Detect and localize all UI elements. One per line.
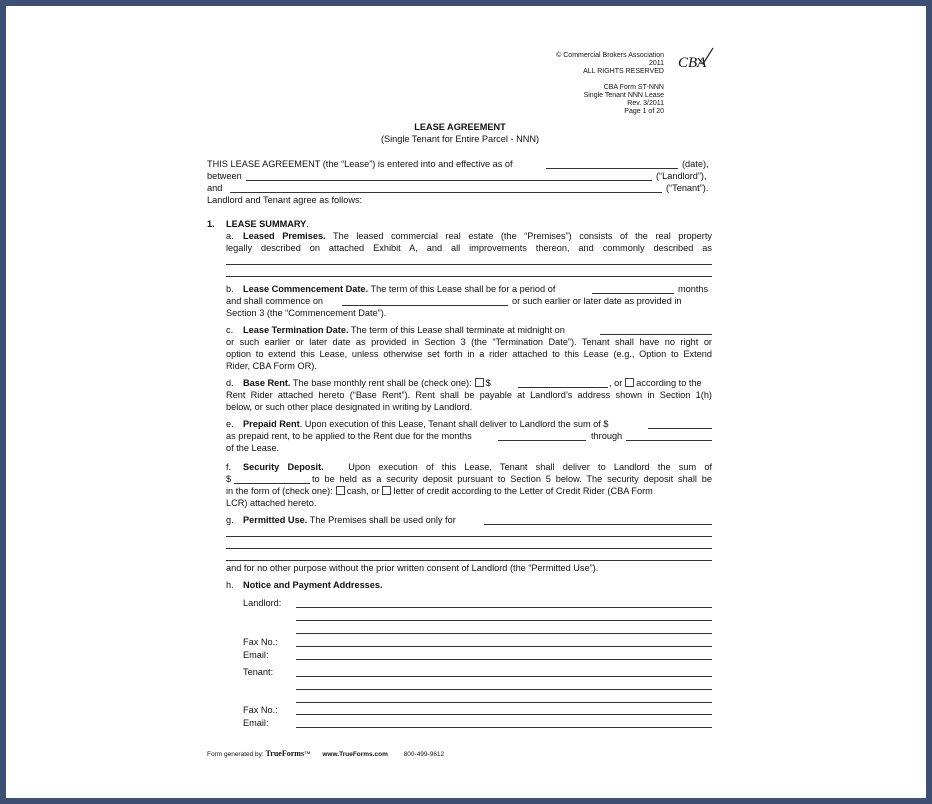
termination-date-field[interactable] [600,334,712,335]
form-name: Single Tenant NNN Lease [583,92,664,99]
page-number: Page 1 of 20 [624,108,664,115]
base-rent-amount-field[interactable] [518,387,608,388]
item-b-label: b. [226,284,234,294]
footer [207,750,444,759]
section-heading-period: . [306,219,309,229]
item-e-text-1: . Upon execution of this Lease, Tenant shall deliver to Landlord the sum of $ [299,419,609,429]
checkmark-logo-icon [696,46,714,66]
item-a-label: a. [226,231,234,241]
section-heading-text: LEASE SUMMARY [226,219,307,229]
item-b-line-1 [243,283,555,295]
footer-url[interactable]: www.TrueForms.com [322,751,388,758]
permitted-use-field-2[interactable] [226,536,712,537]
item-c-line-2: or such earlier or later date as provided in Section 3 (the “Termination Date”). Tenant shall have no right or [226,337,712,347]
landlord-address-field-2[interactable] [296,620,712,621]
intro-tenant-label: (“Tenant”). [666,183,709,193]
intro-between: between [207,171,242,181]
item-d-line-2: Rent Rider attached hereto (“Base Rent”). Rent shall be payable at Landlord’s address shown in Section 1(h) [226,390,712,400]
item-d-according: according to the [636,378,702,388]
permitted-use-field-3[interactable] [226,548,712,549]
landlord-address-label: Landlord: [243,598,282,608]
item-g-title: Permitted Use. [243,515,308,525]
tenant-address-label: Tenant: [243,667,274,677]
security-deposit-amount-field[interactable] [234,483,310,484]
item-f-loc: letter of credit according to the Letter of Credit Rider (CBA Form [393,486,653,496]
cash-checkbox[interactable] [336,486,345,495]
item-d-label: d. [226,378,234,388]
intro-landlord-label: (“Landlord”), [656,171,707,181]
tenant-name-field[interactable] [230,192,662,193]
item-a-line-2: legally described on attached Exhibit A, and all improvements thereon, and commonly described as [226,243,712,253]
item-g-line-1 [243,514,456,526]
section-heading [226,218,309,230]
item-c-line-4: Rider, CBA Form OR). [226,361,317,371]
item-h-label: h. [226,580,234,590]
document-title: LEASE AGREEMENT [414,122,506,132]
item-f-line-2: to be held as a security deposit pursuant to Section 5 below. The security deposit shall be [312,474,712,484]
item-g-text-1: The Premises shall be used only for [309,515,456,525]
item-g-label: g. [226,515,234,525]
item-e-label: e. [226,419,234,429]
item-e-line-1 [243,418,609,430]
item-f-cash: cash, or [346,486,380,496]
landlord-name-field[interactable] [246,180,652,181]
copyright-line: © Commercial Brokers Association [556,52,664,59]
landlord-address-field-1[interactable] [296,607,712,608]
landlord-fax-label: Fax No.: [243,637,278,647]
footer-generated: Form generated by: [207,751,264,758]
item-f-line-4: LCR) attached hereto. [226,498,317,508]
item-f-line-1 [243,461,712,473]
item-e-through: through [591,431,623,441]
item-d-or [609,377,702,389]
tenant-address-field-3[interactable] [296,702,712,703]
item-f-dollar: $ [226,474,232,484]
item-f-line-3 [226,485,653,497]
item-b-months: months [678,284,709,294]
item-a-line-1 [243,230,712,242]
footer-brand: TrueForms [265,749,305,758]
item-f-label: f. [226,462,232,472]
prepaid-from-month-field[interactable] [498,440,586,441]
rent-rider-checkbox[interactable] [625,378,634,387]
item-f-title: Security Deposit. [243,462,324,472]
item-h-title: Notice and Payment Addresses. [243,580,383,590]
permitted-use-field-4[interactable] [226,560,712,561]
intro-and: and [207,183,223,193]
permitted-use-field-1[interactable] [484,524,712,525]
item-b-title: Lease Commencement Date. [243,284,369,294]
item-e-line-3: of the Lease. [226,443,280,453]
tenant-email-field[interactable] [296,727,712,728]
tenant-address-field-1[interactable] [296,676,712,677]
item-c-label: c. [226,325,234,335]
tenant-fax-field[interactable] [296,714,712,715]
item-b-text-1: The term of this Lease shall be for a period of [370,284,556,294]
intro-agree: Landlord and Tenant agree as follows: [207,195,363,205]
letter-of-credit-checkbox[interactable] [382,486,391,495]
tenant-fax-label: Fax No.: [243,705,278,715]
document-subtitle: (Single Tenant for Entire Parcel - NNN) [380,134,540,144]
form-revision: Rev. 3/2011 [627,100,664,107]
prepaid-to-month-field[interactable] [626,440,712,441]
item-c-line-1 [243,324,565,336]
landlord-email-field[interactable] [296,659,712,660]
item-d-text-1: The base monthly rent shall be (check one): [292,378,472,388]
item-b-commence: and shall commence on [226,296,324,306]
tenant-email-label: Email: [243,718,269,728]
item-e-title: Prepaid Rent [243,419,300,429]
footer-tm: ™ [304,751,311,758]
item-d-or-text: , or [609,378,623,388]
landlord-email-label: Email: [243,650,269,660]
item-c-text-1: The term of this Lease shall terminate at midnight on [350,325,565,335]
item-c-line-3: option to extend this Lease, unless otherwise set forth in a rider attached to this Lease (e.g., Option to Extend [226,349,712,359]
landlord-address-field-3[interactable] [296,633,712,634]
item-g-line-5: and for no other purpose without the prior written consent of Landlord (the “Permitted Use”). [226,563,599,573]
tenant-address-field-2[interactable] [296,689,712,690]
prepaid-rent-amount-field[interactable] [648,428,712,429]
item-d-line-3: below, or such other place designated in writing by Landlord. [226,402,473,412]
item-c-title: Lease Termination Date. [243,325,349,335]
item-a-text-1: The leased commercial real estate (the “Premises”) consists of the real property [333,231,713,241]
intro-date-label: (date), [682,159,709,169]
commencement-date-field[interactable] [342,305,508,306]
item-d-title: Base Rent. [243,378,291,388]
base-rent-amount-checkbox[interactable] [475,378,484,387]
item-d-line-1 [243,377,491,389]
copyright-year: 2011 [648,60,664,67]
item-b-line-3: Section 3 (the “Commencement Date”). [226,308,387,318]
premises-field-2[interactable] [226,276,712,277]
item-b-earlier: or such earlier or later date as provided in [512,296,682,306]
footer-phone: 800-499-9612 [403,751,445,758]
premises-field-1[interactable] [226,264,712,265]
item-f-form-of: in the form of (check one): [226,486,333,496]
landlord-fax-field[interactable] [296,646,712,647]
rights-reserved: ALL RIGHTS RESERVED [583,68,664,75]
date-field[interactable] [546,168,678,169]
section-number: 1. [207,219,215,229]
cba-logo: CBA [678,55,707,71]
term-months-field[interactable] [592,293,674,294]
form-id: CBA Form ST-NNN [603,84,664,91]
document-page [6,6,926,798]
intro-line-1: THIS LEASE AGREEMENT (the “Lease”) is entered into and effective as of [207,159,513,169]
item-e-line-2: as prepaid rent, to be applied to the Rent due for the months [226,431,472,441]
item-a-title: Leased Premises. [243,231,326,241]
item-d-dollar: $ [485,378,491,388]
item-f-text-1: Upon execution of this Lease, Tenant shall deliver to Landlord the sum of [348,462,712,472]
